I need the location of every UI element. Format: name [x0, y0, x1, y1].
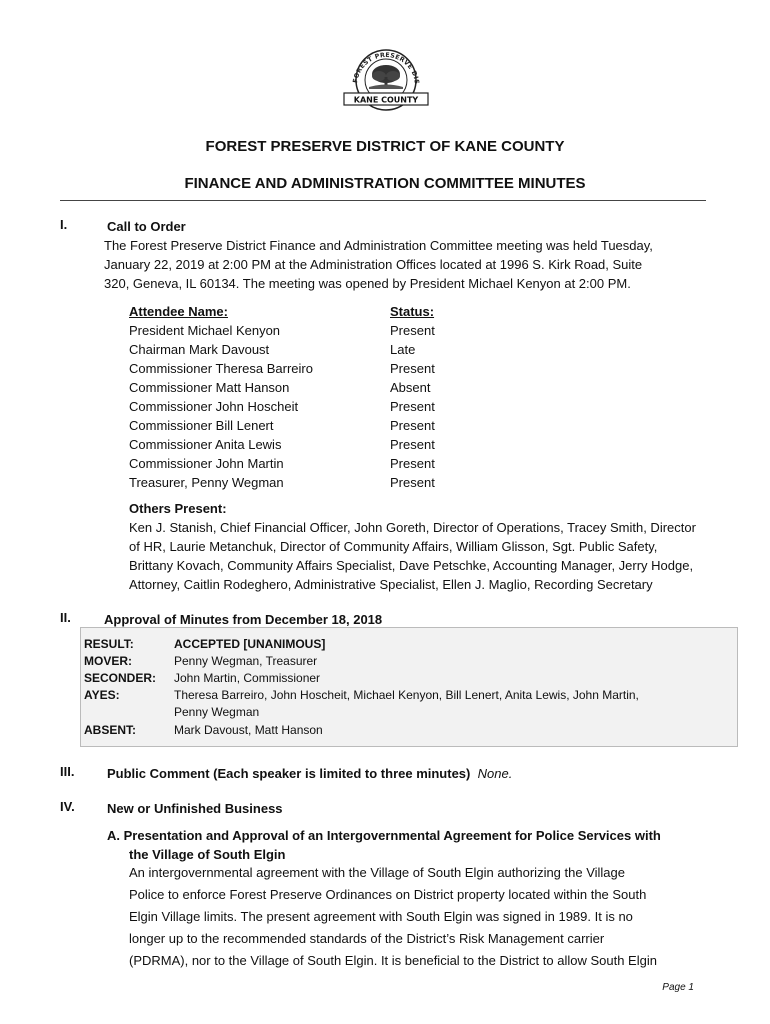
vote-ayes-value: Penny Wegman	[174, 705, 260, 719]
logo-banner-text: KANE COUNTY	[353, 95, 419, 105]
org-title: FOREST PRESERVE DISTRICT OF KANE COUNTY	[205, 138, 565, 155]
district-seal-icon	[343, 46, 429, 112]
others-present-line: Ken J. Stanish, Chief Financial Officer, John Goreth, Director of Operations, Tracey Smith, Director	[129, 520, 696, 535]
district-logo	[343, 46, 429, 112]
attendee-name: Commissioner John Martin	[129, 456, 284, 471]
attendee-name: Treasurer, Penny Wegman	[129, 475, 284, 490]
section-3-value: None.	[477, 766, 513, 781]
doc-title: FINANCE AND ADMINISTRATION COMMITTEE MINUTES	[184, 175, 586, 192]
item-a-heading: A. Presentation and Approval of an Intergovernmental Agreement for Police Services with	[107, 828, 661, 843]
attendee-name: Commissioner Anita Lewis	[129, 437, 282, 452]
section-3-line	[107, 764, 512, 783]
section-2-heading: Approval of Minutes from December 18, 2018	[104, 612, 383, 627]
attendee-status-header: Status:	[390, 304, 435, 319]
vote-seconder-value: John Martin, Commissioner	[174, 671, 321, 685]
vote-result-value: ACCEPTED [UNANIMOUS]	[174, 637, 326, 651]
section-3-number: III.	[60, 764, 75, 779]
attendee-status: Present	[390, 323, 435, 338]
item-a-line: (PDRMA), nor to the Village of South Elgin. It is beneficial to the District to allow South Elgin	[129, 953, 657, 968]
page-number: Page 1	[662, 982, 694, 993]
vote-seconder-label: SECONDER:	[84, 671, 157, 685]
vote-result-label: RESULT:	[84, 637, 134, 651]
section-1-line: 320, Geneva, IL 60134. The meeting was opened by President Michael Kenyon at 2:00 PM.	[104, 276, 631, 291]
section-1-line: The Forest Preserve District Finance and Administration Committee meeting was held Tuesday,	[104, 238, 653, 253]
attendee-status: Absent	[390, 380, 431, 395]
item-a-line: longer up to the recommended standards of the District’s Risk Management carrier	[129, 931, 605, 946]
attendee-name: President Michael Kenyon	[129, 323, 281, 338]
section-4-heading: New or Unfinished Business	[107, 801, 283, 816]
vote-ayes-value: Theresa Barreiro, John Hoscheit, Michael Kenyon, Bill Lenert, Anita Lewis, John Martin,	[174, 688, 639, 702]
vote-result-box	[80, 627, 738, 747]
section-1-heading: Call to Order	[107, 219, 186, 234]
attendee-status: Present	[390, 437, 435, 452]
attendee-status: Present	[390, 361, 435, 376]
vote-mover-value: Penny Wegman, Treasurer	[174, 654, 318, 668]
others-present-line: Brittany Kovach, Community Affairs Specialist, Dave Petschke, Accounting Manager, Jerry Hodge,	[129, 558, 694, 573]
others-present-line: of HR, Laurie Metanchuk, Director of Community Affairs, William Glisson, Sgt. Public Safety,	[129, 539, 658, 554]
attendee-name: Commissioner Theresa Barreiro	[129, 361, 313, 376]
item-a-line: An intergovernmental agreement with the Village of South Elgin authorizing the Village	[129, 865, 625, 880]
section-1-number: I.	[60, 217, 68, 232]
attendee-status: Present	[390, 399, 435, 414]
title-divider	[60, 200, 706, 201]
attendee-name: Chairman Mark Davoust	[129, 342, 270, 357]
attendee-name-header: Attendee Name:	[129, 304, 228, 319]
attendee-name: Commissioner Matt Hanson	[129, 380, 290, 395]
vote-absent-label: ABSENT:	[84, 723, 137, 737]
section-2-number: II.	[60, 610, 71, 625]
section-4-number: IV.	[60, 799, 75, 814]
attendee-status: Late	[390, 342, 416, 357]
item-a-line: Police to enforce Forest Preserve Ordinances on District property located within the South	[129, 887, 647, 902]
vote-mover-label: MOVER:	[84, 654, 132, 668]
attendee-name: Commissioner John Hoscheit	[129, 399, 299, 414]
attendee-status: Present	[390, 475, 435, 490]
others-present-heading: Others Present:	[129, 501, 227, 516]
logo-arc-text: FOREST PRESERVE DIS	[352, 51, 421, 85]
item-a-heading: the Village of South Elgin	[129, 847, 286, 862]
vote-ayes-label: AYES:	[84, 688, 120, 702]
attendee-name: Commissioner Bill Lenert	[129, 418, 274, 433]
others-present-line: Attorney, Caitlin Rodeghero, Administrative Specialist, Ellen J. Maglio, Recording Secretary	[129, 577, 653, 592]
attendee-status: Present	[390, 456, 435, 471]
vote-absent-value: Mark Davoust, Matt Hanson	[174, 723, 323, 737]
item-a-line: Elgin Village limits. The present agreement with South Elgin was signed in 1989. It is no	[129, 909, 633, 924]
section-3-heading: Public Comment (Each speaker is limited to three minutes)	[107, 766, 471, 781]
section-1-line: January 22, 2019 at 2:00 PM at the Administration Offices located at 1996 S. Kirk Road, Suite	[104, 257, 643, 272]
attendee-status: Present	[390, 418, 435, 433]
